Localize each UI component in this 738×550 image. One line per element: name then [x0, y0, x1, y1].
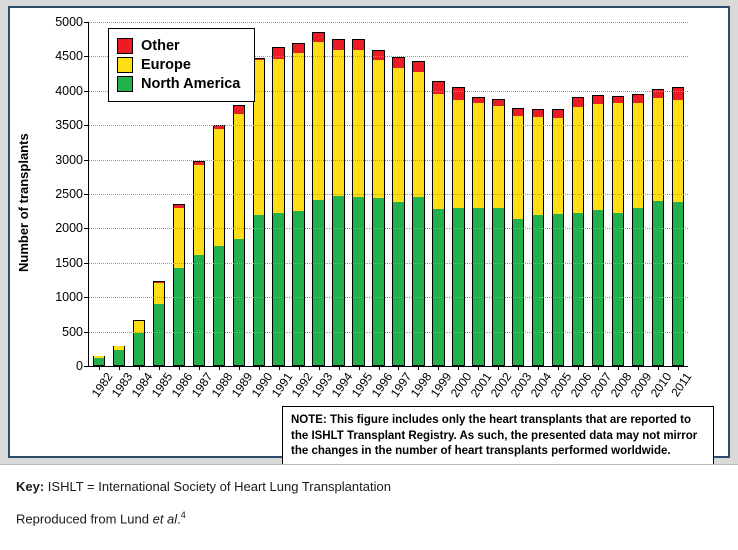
bar-segment-europe	[233, 114, 245, 240]
y-tick-label: 0	[76, 359, 83, 373]
y-gridline	[89, 332, 688, 333]
x-tick-mark	[638, 366, 639, 370]
x-tick-label: 2009	[627, 370, 655, 400]
bar-segment-other	[292, 43, 304, 53]
bar-segment-north-america	[612, 213, 624, 366]
bar-column	[233, 105, 245, 366]
y-tick-mark	[84, 125, 89, 126]
x-tick-mark	[558, 366, 559, 370]
bar-column	[312, 32, 324, 366]
bar-segment-north-america	[352, 197, 364, 366]
caption-source-suffix: .	[177, 511, 181, 527]
bar-column	[552, 109, 564, 366]
bar-column	[652, 89, 664, 366]
x-tick-label: 2004	[527, 370, 555, 400]
bar-segment-europe	[432, 94, 444, 210]
bar-segment-north-america	[133, 333, 145, 366]
x-tick-mark	[658, 366, 659, 370]
bar-segment-europe	[272, 59, 284, 212]
bar-segment-north-america	[332, 196, 344, 366]
bar-segment-other	[492, 99, 504, 106]
bar-column	[213, 125, 225, 366]
y-tick-mark	[84, 332, 89, 333]
x-tick-mark	[538, 366, 539, 370]
bar-column	[372, 50, 384, 366]
x-tick-label: 2005	[547, 370, 575, 400]
bar-segment-north-america	[153, 304, 165, 366]
bar-column	[113, 346, 125, 366]
y-tick-label: 1000	[55, 290, 83, 305]
y-tick-label: 4500	[55, 49, 83, 64]
x-tick-mark	[618, 366, 619, 370]
chart-note-text	[291, 413, 705, 460]
y-tick-mark	[84, 22, 89, 23]
bar-segment-europe	[372, 60, 384, 198]
x-tick-mark	[219, 366, 220, 370]
x-tick-label: 1997	[388, 370, 415, 400]
chart-legend	[108, 28, 255, 102]
bar-segment-other	[332, 39, 344, 49]
x-tick-mark	[139, 366, 140, 370]
bar-segment-europe	[392, 68, 404, 201]
x-tick-mark	[319, 366, 320, 370]
x-tick-label: 1998	[408, 370, 435, 400]
bar-segment-europe	[532, 117, 544, 215]
bar-segment-other	[592, 95, 604, 104]
x-tick-label: 1999	[428, 370, 455, 400]
x-tick-label: 1990	[248, 370, 276, 400]
bar-segment-europe	[153, 283, 165, 304]
x-tick-label: 2001	[468, 370, 495, 400]
bar-segment-europe	[512, 116, 524, 219]
bar-segment-north-america	[173, 268, 185, 366]
x-tick-mark	[299, 366, 300, 370]
x-tick-label: 2003	[507, 370, 535, 400]
bar-segment-europe	[632, 103, 644, 208]
x-tick-mark	[199, 366, 200, 370]
y-gridline	[89, 194, 688, 195]
x-tick-label: 1989	[228, 370, 256, 400]
y-tick-label: 3000	[55, 152, 83, 167]
bar-segment-other	[372, 50, 384, 60]
bar-segment-north-america	[552, 214, 564, 366]
caption-source-prefix: Reproduced from Lund	[16, 511, 153, 527]
bar-segment-europe	[292, 53, 304, 211]
bar-column	[612, 96, 624, 366]
x-tick-mark	[598, 366, 599, 370]
y-tick-mark	[84, 160, 89, 161]
bar-segment-other	[672, 87, 684, 101]
x-tick-mark	[359, 366, 360, 370]
y-gridline	[89, 297, 688, 298]
x-tick-label: 2002	[487, 370, 515, 400]
y-tick-label: 3500	[55, 118, 83, 133]
bar-column	[392, 57, 404, 366]
x-tick-mark	[339, 366, 340, 370]
x-tick-mark	[99, 366, 100, 370]
bar-segment-other	[392, 57, 404, 68]
x-tick-label: 1982	[88, 370, 116, 400]
x-tick-label: 1991	[268, 370, 296, 400]
bar-segment-europe	[312, 42, 324, 200]
bar-segment-other	[532, 109, 544, 117]
bar-segment-other	[572, 97, 584, 107]
x-tick-label: 2011	[668, 370, 695, 400]
caption-source-ref: 4	[180, 510, 186, 520]
chart-note-lead: NOTE:	[291, 414, 327, 426]
x-tick-mark	[418, 366, 419, 370]
y-tick-label: 4000	[55, 83, 83, 98]
bar-segment-north-america	[233, 239, 245, 366]
x-tick-label: 1993	[308, 370, 336, 400]
bar-segment-north-america	[652, 201, 664, 366]
legend-label-europe: Europe	[141, 57, 191, 73]
caption-key-label: Key:	[16, 479, 45, 494]
bar-segment-europe	[452, 100, 464, 208]
bar-segment-north-america	[292, 211, 304, 366]
bar-column	[253, 58, 265, 366]
x-tick-label: 1987	[188, 370, 216, 400]
bar-segment-north-america	[193, 255, 205, 366]
bar-column	[352, 39, 364, 366]
x-tick-mark	[279, 366, 280, 370]
x-tick-label: 1995	[348, 370, 376, 400]
bar-segment-north-america	[632, 208, 644, 366]
legend-item-other	[117, 38, 240, 54]
y-tick-mark	[84, 56, 89, 57]
bar-segment-europe	[672, 100, 684, 201]
x-tick-label: 1986	[168, 370, 196, 400]
bar-column	[452, 87, 464, 366]
bar-column	[432, 81, 444, 367]
x-tick-mark	[379, 366, 380, 370]
y-gridline	[89, 228, 688, 229]
x-tick-label: 2010	[647, 370, 675, 400]
bar-segment-north-america	[592, 210, 604, 366]
bar-segment-north-america	[472, 208, 484, 366]
bar-segment-north-america	[372, 198, 384, 366]
y-gridline	[89, 160, 688, 161]
bar-column	[472, 97, 484, 366]
chart-note-box	[282, 406, 714, 467]
bar-segment-europe	[332, 50, 344, 197]
bar-segment-north-america	[532, 215, 544, 366]
bar-column	[412, 61, 424, 366]
y-gridline	[89, 263, 688, 264]
legend-item-north-america	[117, 76, 240, 92]
bar-segment-europe	[472, 103, 484, 208]
bar-segment-other	[612, 96, 624, 104]
y-axis-title: Number of transplants	[16, 133, 31, 273]
x-tick-mark	[498, 366, 499, 370]
x-tick-label: 1994	[328, 370, 356, 400]
legend-swatch-europe	[117, 57, 133, 73]
x-tick-mark	[678, 366, 679, 370]
bar-column	[133, 320, 145, 366]
y-tick-label: 1500	[55, 255, 83, 270]
bar-segment-north-america	[392, 202, 404, 366]
bar-segment-north-america	[253, 215, 265, 366]
bar-column	[572, 97, 584, 366]
bar-column	[512, 108, 524, 366]
legend-label-north-america: North America	[141, 76, 241, 92]
x-tick-label: 2008	[607, 370, 635, 400]
caption-source-italic: et al	[152, 511, 178, 527]
bar-segment-north-america	[432, 209, 444, 366]
bar-segment-europe	[612, 103, 624, 212]
y-tick-label: 500	[62, 324, 83, 339]
legend-item-europe	[117, 57, 240, 73]
bar-segment-other	[352, 39, 364, 49]
bar-segment-other	[233, 105, 245, 114]
bar-column	[532, 109, 544, 366]
x-tick-label: 1984	[128, 370, 156, 400]
caption-panel	[0, 464, 738, 550]
bar-segment-north-america	[272, 213, 284, 366]
bar-segment-north-america	[512, 219, 524, 366]
bar-column	[592, 95, 604, 366]
legend-swatch-north-america	[117, 76, 133, 92]
bar-segment-north-america	[213, 246, 225, 366]
x-tick-label: 1992	[288, 370, 316, 400]
x-tick-mark	[159, 366, 160, 370]
y-tick-label: 2000	[55, 221, 83, 236]
x-tick-label: 2000	[448, 370, 475, 400]
bar-segment-north-america	[452, 208, 464, 366]
y-tick-mark	[84, 91, 89, 92]
bar-segment-north-america	[113, 350, 125, 366]
x-tick-label: 2007	[587, 370, 615, 400]
bar-column	[153, 281, 165, 366]
x-tick-label: 1988	[208, 370, 236, 400]
x-tick-mark	[259, 366, 260, 370]
bar-segment-other	[412, 61, 424, 71]
bar-segment-north-america	[412, 197, 424, 366]
x-tick-label: 1996	[368, 370, 395, 400]
bar-segment-north-america	[672, 202, 684, 366]
bar-segment-north-america	[492, 208, 504, 366]
bar-segment-other	[632, 94, 644, 103]
chart-note-body: This figure includes only the heart transplants that are reported to the ISHLT Transplant Registry. As such, the presented data may not mirror the changes in the number of heart transplants performed worldwide.	[291, 414, 698, 458]
x-tick-label: 1985	[148, 370, 176, 400]
x-tick-mark	[458, 366, 459, 370]
bar-segment-europe	[552, 118, 564, 214]
x-tick-mark	[578, 366, 579, 370]
y-tick-mark	[84, 297, 89, 298]
x-tick-mark	[438, 366, 439, 370]
bar-segment-europe	[652, 98, 664, 201]
caption-source-line	[16, 510, 722, 526]
bar-column	[492, 99, 504, 366]
bar-segment-north-america	[572, 213, 584, 366]
y-tick-mark	[84, 366, 89, 367]
bar-column	[93, 356, 105, 366]
bar-segment-europe	[193, 165, 205, 255]
x-tick-label: 2006	[567, 370, 595, 400]
bar-column	[672, 87, 684, 366]
bar-segment-europe	[352, 50, 364, 198]
bar-segment-other	[552, 109, 564, 118]
bar-segment-other	[452, 87, 464, 100]
bar-column	[272, 47, 284, 366]
bar-segment-other	[312, 32, 324, 42]
x-tick-mark	[179, 366, 180, 370]
chart-figure-panel	[8, 6, 730, 458]
x-tick-mark	[398, 366, 399, 370]
x-tick-mark	[119, 366, 120, 370]
plot-wrapper	[10, 8, 728, 456]
y-tick-mark	[84, 194, 89, 195]
x-tick-label: 1983	[108, 370, 136, 400]
bar-segment-other	[512, 108, 524, 116]
x-tick-mark	[239, 366, 240, 370]
legend-label-other: Other	[141, 38, 180, 54]
y-tick-label: 5000	[55, 15, 83, 29]
y-tick-mark	[84, 228, 89, 229]
bar-segment-north-america	[312, 200, 324, 366]
x-tick-mark	[518, 366, 519, 370]
bar-column	[332, 39, 344, 366]
bar-segment-europe	[173, 208, 185, 268]
y-tick-mark	[84, 263, 89, 264]
caption-key-text: ISHLT = International Society of Heart Lung Transplantation	[44, 479, 391, 494]
y-gridline	[89, 125, 688, 126]
caption-key-line	[16, 479, 722, 494]
y-gridline	[89, 22, 688, 23]
x-tick-mark	[478, 366, 479, 370]
bar-column	[632, 94, 644, 366]
bar-segment-north-america	[93, 358, 105, 366]
legend-swatch-other	[117, 38, 133, 54]
y-tick-label: 2500	[55, 187, 83, 201]
